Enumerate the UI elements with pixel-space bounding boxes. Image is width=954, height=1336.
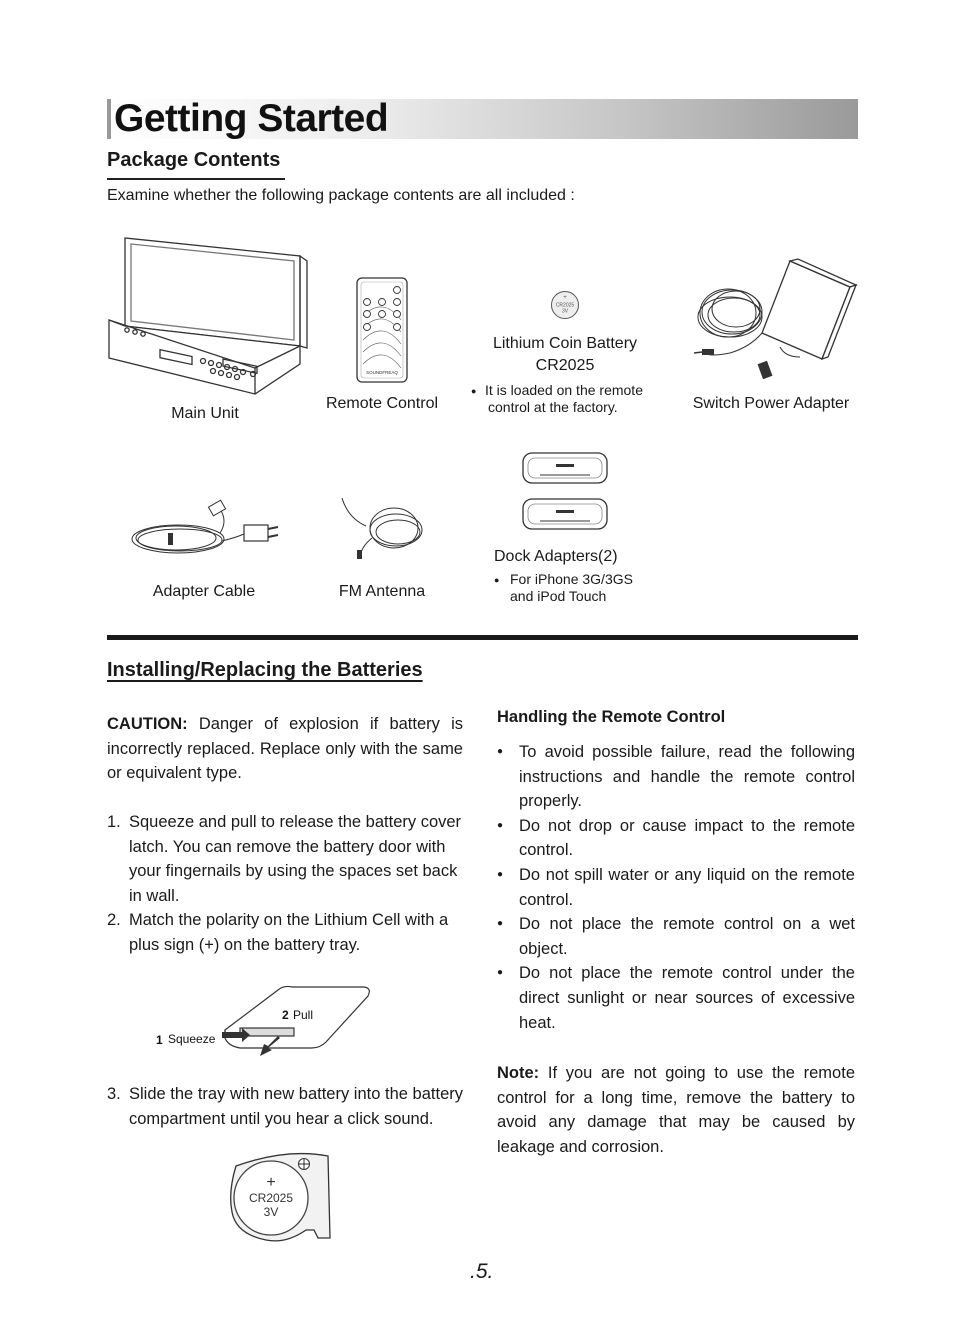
list-item-text: To avoid possible failure, read the following instructions and handle the remote control properly. [519, 743, 855, 811]
note-label: Note: [497, 1064, 540, 1082]
adapter-cable-label: Adapter Cable [152, 583, 256, 600]
battery-label-line2: CR2025 [535, 357, 595, 374]
list-item-text: Do not drop or cause impact to the remote control. [519, 816, 855, 860]
page-number: .5. [470, 1260, 494, 1283]
batteries-heading: Installing/Replacing the Batteries [107, 659, 423, 681]
list-item [497, 863, 855, 912]
bullet: ● [497, 746, 504, 757]
steps-1-2 [107, 810, 463, 958]
handling-heading: Handling the Remote Control [497, 708, 726, 726]
dock-adapters-image [520, 450, 610, 534]
list-item-text: Do not spill water or any liquid on the remote control. [519, 865, 855, 909]
list-item-text: Do not place the remote control under the direct sunlight or near sources of excessive heat. [519, 964, 855, 1032]
svg-text:+: + [563, 295, 567, 301]
heading-underline [107, 178, 285, 180]
bullet: ● [497, 819, 504, 831]
section-divider [107, 635, 858, 640]
pull-step-number: 2 [282, 1008, 289, 1022]
bullet: ● [494, 575, 500, 585]
fm-antenna-image [338, 494, 433, 562]
battery-cell-diagram [226, 1152, 334, 1242]
remote-control-image [355, 276, 410, 384]
dock-note-line1: For iPhone 3G/3GS [510, 571, 633, 587]
dock-adapters-label: Dock Adapters(2) [494, 548, 618, 565]
caution-paragraph [107, 712, 463, 786]
battery-tray-diagram [150, 982, 380, 1062]
step-number: 2. [107, 911, 121, 930]
coin-battery-model: CR2025 [555, 302, 575, 309]
step-item [107, 908, 463, 957]
adapter-cable-image [128, 497, 280, 563]
note-paragraph [497, 1061, 855, 1159]
list-item [497, 912, 855, 961]
step-item [107, 1082, 463, 1131]
step-number: 3. [107, 1085, 121, 1103]
main-unit-image [105, 234, 310, 394]
coin-battery-image [549, 290, 581, 322]
list-item-text: Do not place the remote control on a wet object. [519, 915, 855, 958]
battery-note-line1: It is loaded on the remote [485, 382, 643, 398]
package-contents-heading: Package Contents [107, 149, 281, 171]
page-title: Getting Started [114, 97, 389, 140]
remote-control-label: Remote Control [325, 395, 439, 412]
bullet: ● [497, 868, 504, 880]
list-item [497, 814, 855, 863]
cell-voltage: 3V [263, 1205, 279, 1219]
dock-note-line2: and iPod Touch [510, 588, 607, 604]
caution-label: CAUTION: [107, 715, 188, 733]
battery-label-line1: Lithium Coin Battery [492, 335, 638, 352]
bullet: ● [497, 918, 504, 930]
package-contents-intro: Examine whether the following package contents are all included : [107, 187, 575, 204]
bullet: ● [471, 386, 477, 396]
battery-note-line2: control at the factory. [488, 399, 618, 415]
note-text: If you are not going to use the remote control for a long time, remove the battery to avoid any damage that may be caused by leakage and corrosion. [497, 1064, 855, 1156]
battery-note [471, 382, 671, 415]
pull-label: Pull [293, 1008, 314, 1022]
cell-model: CR2025 [248, 1191, 294, 1205]
bullet: ● [497, 967, 504, 979]
coin-battery-voltage: 3V [561, 308, 569, 315]
power-adapter-image [690, 257, 855, 387]
step-text: Match the polarity on the Lithium Cell with a plus sign (+) on the battery tray. [129, 911, 449, 954]
main-unit-label: Main Unit [171, 405, 239, 422]
remote-brand-text: SOUNDFREAQ [366, 370, 398, 375]
squeeze-label: Squeeze [168, 1032, 216, 1046]
fm-antenna-label: FM Antenna [338, 583, 426, 600]
power-adapter-label: Switch Power Adapter [692, 395, 850, 412]
step-text: Squeeze and pull to release the battery cover latch. You can remove the battery door with your fingernails by using the spaces set back in wall. [129, 813, 462, 905]
squeeze-step-number: 1 [156, 1033, 163, 1047]
caution-text: Danger of explosion if battery is incorrectly replaced. Replace only with the same or equivalent type. [107, 715, 464, 783]
cell-plus: + [266, 1174, 276, 1191]
list-item [497, 740, 855, 814]
step-item [107, 810, 463, 908]
list-item [497, 961, 855, 1035]
step-text: Slide the tray with new battery into the battery compartment until you hear a click sound. [129, 1085, 463, 1128]
dock-note [494, 571, 694, 604]
step-number: 1. [107, 813, 121, 831]
handling-list [497, 740, 855, 1035]
